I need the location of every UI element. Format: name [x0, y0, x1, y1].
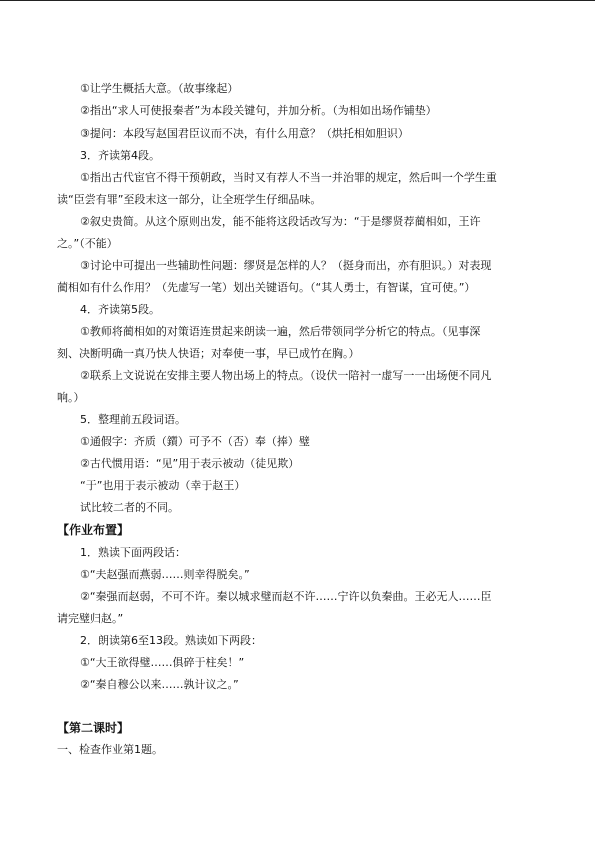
- text-line: ③讨论中可提出一些辅助性问题：缪贤是怎样的人？（挺身而出，亦有胆识。）对表现: [80, 259, 492, 272]
- section-heading: 【第二课时】: [57, 721, 130, 735]
- text-line: 3．齐读第4段。: [80, 149, 160, 162]
- text-line: 5．整理前五段词语。: [80, 413, 186, 426]
- text-line: 之。”（不能）: [57, 237, 118, 250]
- text-line: ②“秦强而赵弱，不可不许。秦以城求璧而赵不许……宁许以负秦曲。王必无人……臣: [80, 590, 492, 603]
- text-line: 蔺相如有什么作用？（先虚写一笔）划出关键语句。（“其人勇士，有智谋，宜可使。”）: [57, 281, 476, 294]
- text-line: ①“夫赵强而燕弱……则幸得脱矣。”: [80, 568, 250, 581]
- text-line: 1．熟读下面两段话：: [80, 546, 186, 559]
- text-line: 一、检查作业第1题。: [57, 743, 163, 756]
- text-line: ①通假字：齐质（鑕）可予不（否）奉（捧）璧: [80, 435, 310, 448]
- text-line: ①指出古代宦官不得干预朝政，当时又有荐人不当一并治罪的规定，然后叫一个学生重: [80, 171, 497, 184]
- text-line: ②古代惯用语：“见”用于表示被动（徒见欺）: [80, 457, 300, 470]
- text-line: 刻、决断明确一真乃快人快语；对奉使一事，早已成竹在胸。）: [57, 347, 360, 360]
- text-line: ②联系上文说说在安排主要人物出场上的特点。（设伏一陪衬一虚写一一出场便不同凡: [80, 369, 492, 382]
- section-heading: 【作业布置】: [57, 523, 130, 537]
- text-line: 试比较二者的不同。: [80, 501, 179, 514]
- text-line: 响。）: [57, 391, 85, 404]
- text-line: 2．朗读第6至13段。熟读如下两段：: [80, 634, 262, 647]
- text-line: ②“秦自穆公以来……孰计议之。”: [80, 678, 239, 691]
- text-line: ③提问：本段写赵国君臣议而不决，有什么用意？（烘托相如胆识）: [80, 127, 409, 140]
- text-line: 读“臣尝有罪”至段末这一部分，让全班学生仔细品味。: [57, 193, 322, 206]
- text-line: 请完璧归赵。”: [57, 612, 124, 625]
- text-line: ①让学生概括大意。（故事缘起）: [80, 82, 239, 95]
- text-line: ①教师将蔺相如的对策语连贯起来朗读一遍，然后带领同学分析它的特点。（见事深: [80, 325, 481, 338]
- text-line: “于”也用于表示被动（幸于赵王）: [80, 479, 246, 492]
- page-top-rule: [0, 0, 595, 1]
- text-line: ①“大王欲得璧……俱碎于柱矣！”: [80, 656, 245, 669]
- text-line: 4．齐读第5段。: [80, 303, 160, 316]
- text-line: ②指出“求人可使报秦者”为本段关键句，并加分析。（为相如出场作铺垫）: [80, 104, 437, 117]
- text-line: ②叙史贵简。从这个原则出发，能不能将这段话改写为：“于是缪贤荐蔺相如，王许: [80, 215, 481, 228]
